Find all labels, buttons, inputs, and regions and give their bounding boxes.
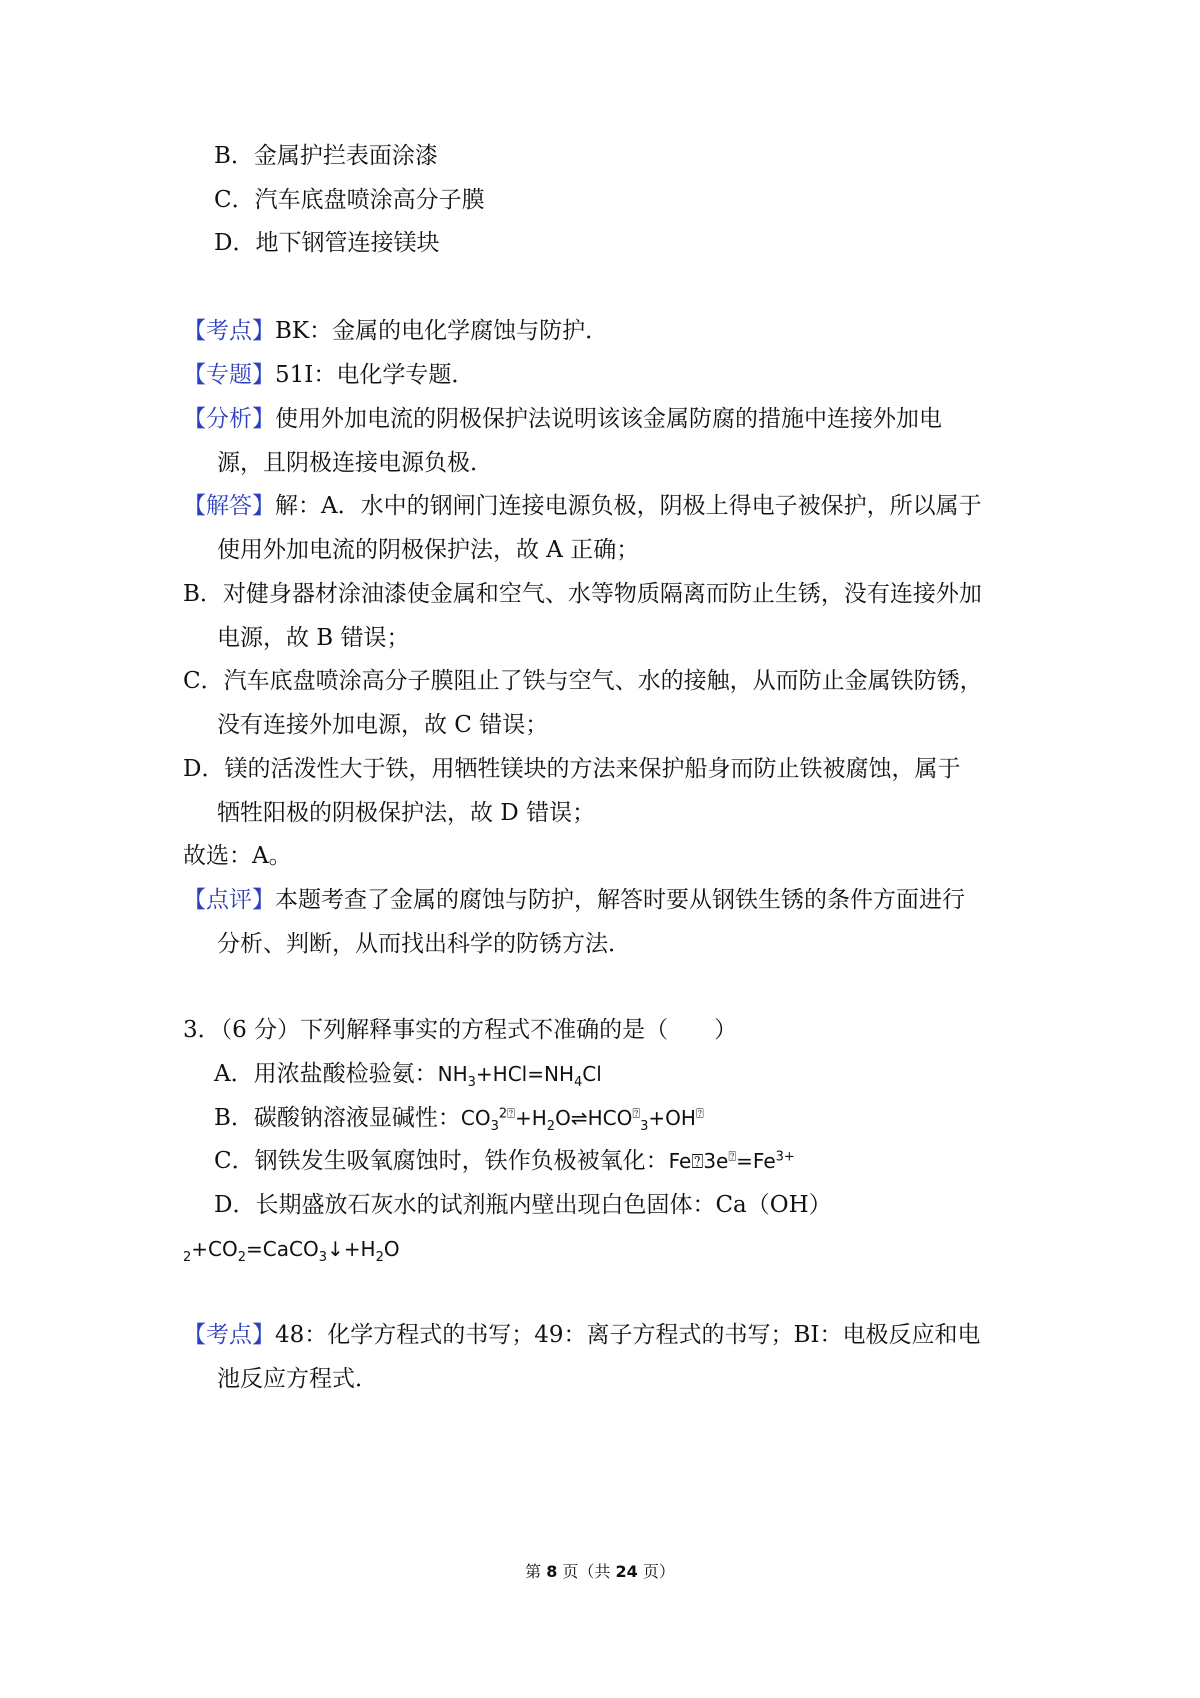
dianping-tag: 【点评】 bbox=[183, 887, 275, 913]
option-d: D．地下钢管连接镁块 bbox=[214, 230, 440, 256]
q3-option-c bbox=[214, 1145, 1200, 1177]
q3-kaodian-tag: 【考点】 bbox=[183, 1322, 275, 1348]
q3-option-a-equation: $NH_3+HCl=NH_4Cl$ bbox=[437, 1062, 602, 1090]
q3-option-c-label: C．钢铁发生吸氧腐蚀时，铁作负极被氧化： bbox=[214, 1148, 669, 1174]
zhuanti-line bbox=[183, 359, 1200, 391]
option-b: B．金属护拦表面涂漆 bbox=[214, 143, 438, 169]
fenxi-line bbox=[183, 403, 1200, 435]
explain-b-2: 电源，故 B 错误； bbox=[217, 625, 410, 651]
kaodian-text: BK：金属的电化学腐蚀与防护． bbox=[275, 318, 609, 344]
zhuanti-tag: 【专题】 bbox=[183, 362, 275, 388]
kaodian-tag: 【考点】 bbox=[183, 318, 275, 344]
explain-c-1: C．汽车底盘喷涂高分子膜阻止了铁与空气、水的接触，从而防止金属铁防锈， bbox=[183, 668, 983, 694]
q3-kaodian-text-1: 48：化学方程式的书写；49：离子方程式的书写；BI：电极反应和电 bbox=[275, 1322, 981, 1348]
q3-option-b bbox=[214, 1102, 1200, 1134]
jieda-tag: 【解答】 bbox=[183, 493, 275, 519]
q3-option-b-equation: $CO_3^{2⍰}+H_2O\rightleftharpoons HCO^⍰_3+OH^⍰$ bbox=[460, 1106, 704, 1134]
jieda-line bbox=[183, 490, 1200, 522]
fenxi-tag: 【分析】 bbox=[183, 406, 275, 432]
fenxi-text-1: 使用外加电流的阴极保护法说明该该金属防腐的措施中连接外加电 bbox=[275, 406, 942, 432]
jieda-text-1: 解：A．水中的钢闸门连接电源负极，阴极上得电子被保护，所以属于 bbox=[275, 493, 982, 519]
footer-middle: 页（共 bbox=[557, 1562, 616, 1581]
q3-option-c-equation: $Fe⍰3e^⍰=Fe^{3+}$ bbox=[668, 1149, 795, 1173]
explain-b-1: B．对健身器材涂油漆使金属和空气、水等物质隔离而防止生锈，没有连接外加 bbox=[183, 581, 982, 607]
footer-prefix: 第 bbox=[525, 1562, 547, 1581]
footer-page-number: 8 bbox=[546, 1562, 558, 1581]
option-c: C．汽车底盘喷涂高分子膜 bbox=[214, 187, 485, 213]
explain-c-2: 没有连接外加电源，故 C 错误； bbox=[217, 712, 549, 738]
q3-stem: 3．（6 分）下列解释事实的方程式不准确的是（ ） bbox=[183, 1017, 738, 1043]
fenxi-text-2: 源，且阴极连接电源负极． bbox=[217, 450, 493, 476]
footer-suffix: 页） bbox=[637, 1562, 675, 1581]
q3-option-a bbox=[214, 1058, 1200, 1090]
jieda-text-2: 使用外加电流的阴极保护法，故 A 正确； bbox=[217, 537, 640, 563]
explain-d-2: 牺牲阳极的阴极保护法，故 D 错误； bbox=[217, 800, 596, 826]
explain-d-1: D．镁的活泼性大于铁，用牺牲镁块的方法来保护船身而防止铁被腐蚀，属于 bbox=[183, 756, 961, 782]
q3-option-b-label: B．碳酸钠溶液显碱性： bbox=[214, 1105, 461, 1131]
q3-kaodian-text-2: 池反应方程式． bbox=[217, 1366, 378, 1392]
q3-option-a-label: A．用浓盐酸检验氨： bbox=[214, 1061, 438, 1087]
q3-option-d: D．长期盛放石灰水的试剂瓶内壁出现白色固体：Ca（OH） bbox=[214, 1192, 832, 1218]
dianping-line bbox=[183, 884, 1200, 916]
dianping-text-2: 分析、判断，从而找出科学的防锈方法． bbox=[217, 931, 631, 957]
kaodian-line bbox=[183, 315, 1200, 347]
footer-total-pages: 24 bbox=[615, 1562, 638, 1581]
q3-kaodian-line bbox=[183, 1319, 1200, 1351]
answer-line: 故选：A。 bbox=[183, 843, 292, 869]
dianping-text-1: 本题考查了金属的腐蚀与防护，解答时要从钢铁生锈的条件方面进行 bbox=[275, 887, 965, 913]
zhuanti-text: 51I：电化学专题． bbox=[275, 362, 475, 388]
page-footer bbox=[0, 1560, 1200, 1584]
q3-option-d-equation: $_2+CO_2=CaCO_3↓+H_2O$ bbox=[183, 1237, 400, 1265]
